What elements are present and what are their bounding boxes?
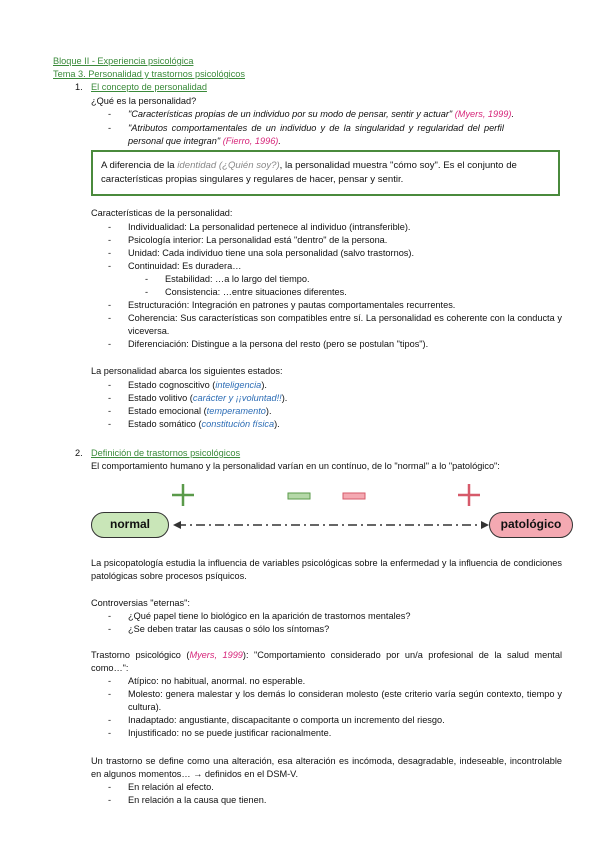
definition-1: "Características propias de un individuo por su modo de pensar, sentir y actuar" (Myers, 1999). — [128, 109, 514, 119]
topic-title: Tema 3. Personalidad y trastornos psicológicos — [53, 69, 246, 79]
bullet-dash: - — [108, 676, 112, 686]
section2-number: 2. — [75, 448, 83, 458]
section2-title: Definición de trastornos psicológicos — [91, 448, 241, 458]
green-minus-icon — [288, 493, 310, 499]
psychopathology-text: La psicopatología estudia la influencia de variables psicológicas sobre la enfermedad y la influencia de condiciones patológicas sobre procesos psíquicos. — [91, 558, 562, 581]
list-item: Continuidad: Es duradera… — [128, 261, 242, 271]
left-arrowhead — [173, 521, 181, 529]
disorder-definition: Trastorno psicológico (Myers, 1999): "Comportamiento considerado por un/a profesional de la salud mental como…": — [91, 650, 563, 673]
state-term: constitución física — [201, 419, 275, 429]
bullet-dash: - — [108, 611, 112, 621]
list-item: En relación a la causa que tienen. — [128, 795, 267, 805]
bullet-dash: - — [108, 261, 112, 271]
normal-pill: normal — [91, 512, 169, 538]
bullet-dash: - — [108, 339, 112, 349]
state-term: temperamento — [206, 406, 266, 416]
state-term: carácter y ¡¡voluntad!! — [192, 393, 282, 403]
bullet-dash: - — [108, 419, 112, 429]
definition-1-text: "Características propias de un individuo por su modo de pensar, sentir y actuar" — [128, 109, 453, 119]
state-item: Estado somático (constitución física). — [128, 419, 280, 429]
state-term: inteligencia — [215, 380, 262, 390]
list-item: Psicología interior: La personalidad está "dentro" de la persona. — [128, 235, 388, 245]
green-plus-icon — [172, 484, 194, 506]
identity-callout-text: A diferencia de la identidad (¿Quién soy?), la personalidad muestra "cómo soy". Es el conjunto de características propias singulares y regulares de hacer, pensar y sentir. — [101, 160, 517, 185]
list-item: Estructuración: Integración en patrones y pautas comportamentales recurrentes. — [128, 300, 456, 310]
bullet-dash: - — [108, 248, 112, 258]
criterion-item: Atípico: no habitual, anormal. no esperable. — [128, 676, 306, 686]
definition-2-ref: (Fierro, 1996) — [222, 136, 279, 146]
identity-callout-box — [91, 150, 560, 196]
list-item: ¿Qué papel tiene lo biológico en la aparición de trastornos mentales? — [128, 611, 411, 621]
personality-question: ¿Qué es la personalidad? — [91, 96, 197, 106]
list-item: En relación al efecto. — [128, 782, 214, 792]
list-item: Individualidad: La personalidad pertenece al individuo (intransferible). — [128, 222, 411, 232]
state-item: Estado volitivo (carácter y ¡¡voluntad!!). — [128, 393, 288, 403]
bullet-dash: - — [108, 624, 112, 634]
bullet-dash: - — [145, 287, 149, 297]
criterion-item: Inadaptado: angustiante, discapacitante o comporta un incremento del riesgo. — [128, 715, 445, 725]
list-item: ¿Se deben tratar las causas o sólo los síntomas? — [128, 624, 330, 634]
section1-number: 1. — [75, 82, 83, 92]
definition-2-text-b: personal que integran" — [128, 136, 221, 146]
bullet-dash: - — [108, 393, 112, 403]
pink-minus-icon — [343, 493, 365, 499]
bullet-dash: - — [108, 123, 112, 133]
list-item: Coherencia: Sus características son compatibles entre sí. La personalidad es coherente con la conducta y viceversa. — [128, 313, 562, 336]
identity-term: identidad (¿Quién soy?) — [177, 160, 280, 171]
bullet-dash: - — [108, 406, 112, 416]
right-arrowhead — [481, 521, 489, 529]
bullet-dash: - — [108, 109, 112, 119]
state-item: Estado emocional (temperamento). — [128, 406, 272, 416]
section1-title: El concepto de personalidad — [91, 82, 207, 92]
definition-2-line1: "Atributos comportamentales de un individuo y de la singularidad y regularidad del perfil — [128, 123, 504, 133]
bullet-dash: - — [108, 795, 112, 805]
pink-plus-icon — [458, 484, 480, 506]
definition-1-ref: (Myers, 1999) — [454, 109, 512, 119]
bullet-dash: - — [108, 715, 112, 725]
pathological-pill: patológico — [489, 512, 573, 538]
criterion-item: Molesto: genera malestar y los demás lo consideran molesto (este criterio varía según contexto, tiempo y cultura). — [128, 689, 562, 712]
bullet-dash: - — [108, 689, 112, 699]
bullet-dash: - — [108, 782, 112, 792]
sub-list-item: Estabilidad: …a lo largo del tiempo. — [165, 274, 310, 284]
bullet-dash: - — [145, 274, 149, 284]
bullet-dash: - — [108, 313, 112, 323]
disorder-conclusion: Un trastorno se define como una alteración, esa alteración es incómoda, desagradable, indeseable, incontrolable en algunos momentos… → definidos en el DSM-V. — [91, 756, 562, 779]
disorder-ref: Myers, 1999 — [189, 650, 243, 660]
state-item: Estado cognoscitivo (inteligencia). — [128, 380, 267, 390]
block-title: Bloque II - Experiencia psicológica — [53, 56, 194, 66]
criterion-item: Injustificado: no se puede justificar racionalmente. — [128, 728, 332, 738]
controversies-title: Controversias "eternas": — [91, 598, 190, 608]
bullet-dash: - — [108, 380, 112, 390]
bullet-dash: - — [108, 235, 112, 245]
bullet-dash: - — [108, 300, 112, 310]
definition-2-line2: personal que integran" (Fierro, 1996). — [128, 136, 281, 146]
list-item: Unidad: Cada individuo tiene una sola personalidad (salvo trastornos). — [128, 248, 415, 258]
characteristics-title: Características de la personalidad: — [91, 208, 233, 218]
states-title: La personalidad abarca los siguientes estados: — [91, 366, 283, 376]
bullet-dash: - — [108, 222, 112, 232]
bullet-dash: - — [108, 728, 112, 738]
sub-list-item: Consistencia: …entre situaciones diferentes. — [165, 287, 347, 297]
continuum-intro: El comportamiento humano y la personalidad varían en un contínuo, de lo "normal" a lo "patológico": — [91, 461, 500, 471]
list-item: Diferenciación: Distingue a la persona del resto (pero se postulan "tipos"). — [128, 339, 429, 349]
